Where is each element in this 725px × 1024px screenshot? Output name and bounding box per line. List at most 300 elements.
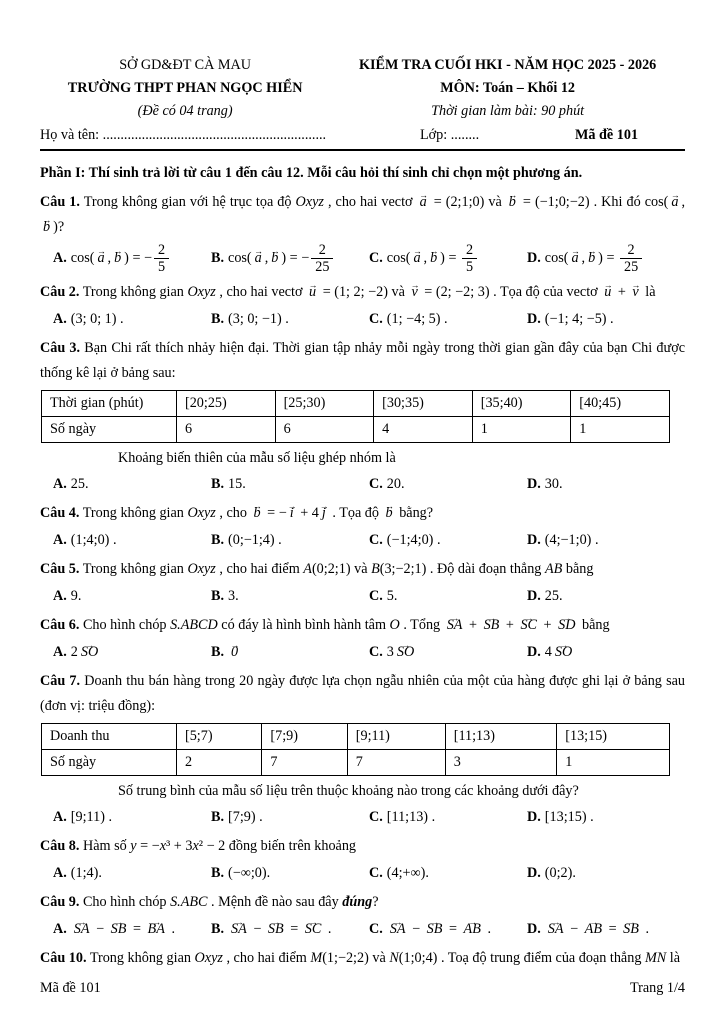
options-row [40, 307, 685, 332]
text-segment: 25. [70, 475, 89, 492]
italic-segment: M [310, 949, 323, 966]
options-row [40, 861, 685, 886]
text-segment: , cho hai vectơ [323, 194, 417, 210]
table-cell: 6 [275, 416, 374, 442]
question-stem [40, 946, 685, 971]
text-segment: 30. [544, 475, 563, 492]
text-segment: Cho hình chóp [82, 893, 171, 910]
text-segment: Cho hình chóp [82, 616, 171, 633]
text-segment: Hàm số [82, 837, 131, 854]
options-row [40, 640, 685, 665]
option [369, 805, 527, 830]
option-label: C. [369, 475, 383, 492]
options-row [40, 242, 685, 276]
option-label: D. [527, 250, 541, 267]
text-segment: ) = [440, 250, 460, 267]
option-label: D. [527, 864, 541, 881]
options-row [40, 805, 685, 830]
text-segment: Bạn Chi rất thích nhảy hiện đại. Thời gian tập nhảy mỗi ngày trong thời gian gần đây của bạn Chi được thống kê lại ở bảng sau: [40, 339, 685, 381]
text-segment: = − [136, 837, 160, 854]
vector-segment: SC → [519, 613, 538, 638]
option [53, 242, 211, 276]
option [369, 307, 527, 332]
question [40, 669, 685, 830]
text-segment: (−1;4;0) . [386, 531, 441, 548]
text-segment: . [641, 920, 649, 937]
question-number: Câu 10. [40, 949, 87, 966]
table-cell: 1 [571, 416, 670, 442]
vector-segment: a → [412, 246, 421, 271]
option [527, 242, 685, 276]
option [211, 640, 369, 665]
student-info-row [40, 124, 685, 146]
option-label: B. [211, 864, 225, 881]
text-segment: 15. [228, 475, 246, 492]
fraction [462, 242, 477, 276]
option [211, 242, 369, 276]
question [40, 336, 685, 497]
table-cell: Thời gian (phút) [42, 390, 177, 416]
text-segment: (1;4;0) . [70, 531, 117, 548]
text-segment: (3; 0; 1) . [70, 310, 124, 327]
option [369, 528, 527, 553]
bold-italic-segment: đúng [342, 893, 373, 910]
option-label: C. [369, 864, 383, 881]
text-segment: 20. [386, 475, 405, 492]
question [40, 613, 685, 665]
text-segment: (3;−2;1) . Độ dài đoạn thẳng [379, 560, 545, 577]
italic-segment: N [389, 949, 399, 966]
part1-heading: Phần I: Thí sinh trả lời từ câu 1 đến câu 12. Mỗi câu hỏi thí sinh chỉ chọn một phương án. [40, 165, 583, 181]
stats-table [41, 723, 670, 776]
option [527, 640, 685, 665]
options-row [40, 584, 685, 609]
table-cell: [20;25) [176, 390, 275, 416]
question-stem [40, 190, 685, 240]
text-segment: (1;4). [70, 864, 102, 881]
option-label: C. [369, 250, 383, 267]
vector-segment: SO → [80, 640, 99, 665]
option-label: A. [53, 587, 67, 604]
text-segment: (−1; 4; −5) . [544, 310, 614, 327]
student-name-field: Họ và tên: ............................................................... [40, 127, 327, 143]
school-name: TRƯỜNG THPT PHAN NGỌC HIỂN [67, 80, 303, 96]
option [53, 640, 211, 665]
text-segment: (1;−2;2) và [322, 949, 390, 966]
pages-note: (Đề có 04 trang) [137, 103, 233, 119]
header-left-block [40, 54, 330, 123]
text-segment: bằng [562, 560, 594, 577]
option-label: B. [211, 250, 225, 267]
text-segment: . Mệnh đề nào sau đây [207, 893, 343, 910]
vector-segment: SB → [483, 613, 501, 638]
header-divider [40, 149, 685, 151]
options-row [40, 917, 685, 942]
text-segment: bằng [578, 616, 610, 633]
subject-line: MÔN: Toán – Khối 12 [440, 80, 576, 96]
text-segment: (1; −4; 5) . [386, 310, 448, 327]
text-segment: [7;9) . [228, 808, 263, 825]
option [53, 528, 211, 553]
option [527, 472, 685, 497]
option-label: B. [211, 531, 225, 548]
vector-segment: b → [429, 246, 438, 271]
exam-header [40, 54, 685, 123]
option [211, 861, 369, 886]
vector-segment: v → [410, 280, 418, 305]
option [53, 805, 211, 830]
fraction [620, 242, 642, 276]
option-label: A. [53, 643, 67, 660]
question [40, 890, 685, 942]
option [527, 917, 685, 942]
footer-page-number: Trang 1/4 [629, 980, 685, 996]
table-cell: [7;9) [262, 723, 347, 749]
table-cell: 1 [557, 749, 670, 775]
question-stem [40, 834, 685, 859]
vector-segment: SO → [396, 640, 415, 665]
option [53, 472, 211, 497]
text-segment: (0;2;1) và [311, 560, 372, 577]
question-stem [40, 890, 685, 915]
option [527, 307, 685, 332]
vector-segment: b → [113, 246, 122, 271]
frac-numerator: 2 [318, 242, 326, 258]
text-segment: , cho hai điểm [215, 560, 304, 577]
questions-container [40, 190, 685, 971]
vector-segment: SA → [73, 917, 91, 942]
text-segment: = (2; −2; 3) . Tọa độ của vectơ [420, 283, 602, 300]
text-segment: Trong không gian với hệ trục tọa độ [83, 194, 296, 210]
option-label: A. [53, 864, 67, 881]
option [211, 917, 369, 942]
question-number: Câu 1. [40, 194, 80, 210]
vector-segment: a → [670, 190, 679, 215]
text-segment: có đáy là hình bình hành tâm [217, 616, 390, 633]
text-segment: , [264, 250, 269, 267]
fraction [311, 242, 333, 276]
text-segment: cos( [70, 250, 95, 267]
option-label: D. [527, 310, 541, 327]
frac-denominator: 5 [154, 258, 169, 275]
footer-exam-code: Mã đề 101 [40, 980, 101, 996]
option [369, 242, 527, 276]
text-segment: . [324, 920, 332, 937]
italic-segment: x [159, 837, 166, 854]
vector-segment: i → [289, 501, 295, 526]
option-label: C. [369, 808, 383, 825]
option [527, 805, 685, 830]
table-cell: [11;13) [445, 723, 557, 749]
text-segment: (4;+∞). [386, 864, 429, 881]
text-segment: Doanh thu bán hàng trong 20 ngày được lựa chọn ngẫu nhiên của một của hàng được ghi lại ở bảng sau (đơn vị: triệu đồng): [40, 672, 685, 714]
table-cell: 3 [445, 749, 557, 775]
text-segment: , [423, 250, 428, 267]
option-label: D. [527, 808, 541, 825]
text-segment: Trong không gian [82, 560, 188, 577]
question [40, 190, 685, 276]
text-segment: là [666, 949, 681, 966]
vector-segment: SC → [304, 917, 323, 942]
text-segment: − [249, 920, 265, 937]
vector-segment: a → [570, 246, 579, 271]
table-cell: [25;30) [275, 390, 374, 416]
text-segment: , cho [215, 504, 251, 521]
italic-segment: Oxyz [194, 949, 223, 966]
text-segment: ? [372, 893, 379, 910]
italic-segment: x [192, 837, 199, 854]
option [369, 640, 527, 665]
vector-segment: u → [603, 280, 612, 305]
table-row [42, 416, 670, 442]
text-segment: [9;11) . [70, 808, 113, 825]
option-label: A. [53, 808, 67, 825]
option-label: C. [369, 920, 383, 937]
table-cell: Số ngày [42, 749, 177, 775]
text-segment: (3; 0; −1) . [228, 310, 289, 327]
question-number: Câu 3. [40, 339, 81, 356]
option-label: A. [53, 920, 67, 937]
question-number: Câu 4. [40, 504, 80, 521]
text-segment: = [129, 920, 145, 937]
option-label: B. [211, 643, 225, 660]
vector-segment: a → [419, 190, 428, 215]
option [53, 861, 211, 886]
table-cell: Doanh thu [42, 723, 177, 749]
option [527, 861, 685, 886]
option [369, 861, 527, 886]
frac-denominator: 25 [311, 258, 333, 275]
vector-segment: SA → [389, 917, 407, 942]
text-segment: (0;−1;4) . [228, 531, 282, 548]
text-segment: . [167, 920, 175, 937]
question [40, 834, 685, 886]
text-segment: )? [53, 219, 65, 235]
table-cell: [9;11) [347, 723, 445, 749]
text-segment: + [614, 283, 630, 300]
text-segment: bằng? [395, 504, 434, 521]
table-cell: [40;45) [571, 390, 670, 416]
text-segment: = (2;1;0) và [429, 194, 506, 210]
italic-segment: Oxyz [187, 504, 216, 521]
text-segment: 4 [544, 643, 552, 660]
option-label: B. [211, 920, 225, 937]
text-segment: = − [263, 504, 287, 521]
frac-numerator: 2 [627, 242, 635, 258]
text-segment: 3. [228, 587, 239, 604]
option-label: A. [53, 475, 67, 492]
vector-segment: SD → [557, 613, 576, 638]
option [53, 584, 211, 609]
text-segment: (0;2). [544, 864, 576, 881]
vector-segment: SO → [554, 640, 573, 665]
option-label: D. [527, 920, 541, 937]
table-cell: 2 [176, 749, 261, 775]
italic-segment: A [303, 560, 312, 577]
text-segment: = [445, 920, 461, 937]
option [211, 584, 369, 609]
text-segment: cos( [544, 250, 569, 267]
question [40, 501, 685, 553]
table-row [42, 390, 670, 416]
table-cell: 1 [472, 416, 571, 442]
text-segment: 2 [70, 643, 78, 660]
option [369, 917, 527, 942]
text-segment: , cho hai vectơ [215, 283, 307, 300]
table-cell: [30;35) [374, 390, 473, 416]
table-cell: [5;7) [176, 723, 261, 749]
frac-denominator: 5 [462, 258, 477, 275]
vector-segment: SB → [426, 917, 444, 942]
option-label: B. [211, 475, 225, 492]
text-segment: [11;13) . [386, 808, 436, 825]
option-label: C. [369, 643, 383, 660]
text-segment: , [107, 250, 112, 267]
text-segment: + [502, 616, 518, 633]
italic-segment: Oxyz [187, 283, 216, 300]
question-number: Câu 6. [40, 616, 80, 633]
question-stem [40, 613, 685, 638]
text-segment: 5. [386, 587, 398, 604]
vector-segment: b → [587, 246, 596, 271]
table-cell: 4 [374, 416, 473, 442]
option-label: B. [211, 808, 225, 825]
option-label: A. [53, 531, 67, 548]
option-label: B. [211, 587, 225, 604]
question [40, 557, 685, 609]
table-cell: Số ngày [42, 416, 177, 442]
text-segment: (4;−1;0) . [544, 531, 599, 548]
question-number: Câu 5. [40, 560, 80, 577]
table-cell: 6 [176, 416, 275, 442]
vector-segment: a → [254, 246, 263, 271]
question-number: Câu 9. [40, 893, 80, 910]
italic-segment: Oxyz [187, 560, 216, 577]
question [40, 946, 685, 971]
option [211, 805, 369, 830]
text-segment: , [681, 194, 685, 210]
question-stem [40, 557, 685, 582]
text-segment: . [483, 920, 491, 937]
vector-segment: b → [385, 501, 394, 526]
text-segment: − [566, 920, 582, 937]
table-cell: [13;15) [557, 723, 670, 749]
question-stem [40, 336, 685, 386]
option [211, 528, 369, 553]
vector-segment: AB → [584, 917, 603, 942]
italic-segment: y [130, 837, 137, 854]
table-row [42, 723, 670, 749]
text-segment: − [92, 920, 108, 937]
option [527, 584, 685, 609]
options-row [40, 528, 685, 553]
question-number: Câu 2. [40, 283, 80, 300]
question-note: Số trung bình của mẫu số liệu trên thuộc khoảng nào trong các khoảng dưới đây? [118, 782, 579, 799]
table-cell: 7 [262, 749, 347, 775]
page-footer [40, 978, 685, 998]
text-segment: ) = − [124, 250, 152, 267]
vector-segment: b → [253, 501, 262, 526]
vector-segment: a → [96, 246, 105, 271]
text-segment: + [465, 616, 481, 633]
text-segment: + [540, 616, 556, 633]
option [53, 307, 211, 332]
text-segment: là [641, 283, 656, 300]
vector-segment: b → [508, 190, 517, 215]
text-segment: . Tổng [399, 616, 444, 633]
vector-segment: SB → [110, 917, 128, 942]
italic-segment: O [389, 616, 400, 633]
class-field: Lớp: ........ [420, 127, 480, 143]
stats-table [41, 390, 670, 443]
table-row [42, 749, 670, 775]
italic-segment: MN [644, 949, 667, 966]
text-segment: + 4 [296, 504, 319, 521]
option [369, 584, 527, 609]
italic-segment: Oxyz [295, 194, 324, 210]
question-number: Câu 8. [40, 837, 80, 854]
option-label: B. [211, 310, 225, 327]
text-segment: ) = − [281, 250, 310, 267]
italic-segment: AB [544, 560, 563, 577]
option-label: C. [369, 531, 383, 548]
text-segment: 25. [544, 587, 563, 604]
exam-code-badge: Mã đề 101 [575, 127, 639, 143]
vector-segment: SA → [230, 917, 248, 942]
text-segment: Trong không gian [82, 283, 188, 300]
frac-numerator: 2 [466, 242, 474, 258]
duration-line: Thời gian làm bài: 90 phút [431, 103, 585, 119]
frac-numerator: 2 [158, 242, 166, 258]
italic-segment: S.ABC [170, 893, 208, 910]
vector-segment: SB → [622, 917, 640, 942]
frac-denominator: 25 [620, 258, 642, 275]
department-name: SỞ GD&ĐT CÀ MAU [119, 57, 252, 73]
option-label: D. [527, 531, 541, 548]
text-segment: (1;0;4) . Toạ độ trung điểm của đoạn thẳng [398, 949, 645, 966]
text-segment: Trong không gian [82, 504, 188, 521]
vector-segment: SB → [267, 917, 285, 942]
options-row [40, 472, 685, 497]
exam-title: KIỂM TRA CUỐI HKI - NĂM HỌC 2025 - 2026 [358, 57, 657, 73]
text-segment: = (−1;0;−2) . Khi đó cos( [518, 194, 669, 210]
fraction [154, 242, 169, 276]
question-number: Câu 7. [40, 672, 81, 689]
vector-segment: SA → [547, 917, 565, 942]
italic-segment: S.ABCD [170, 616, 218, 633]
table-cell: 7 [347, 749, 445, 775]
question-note: Khoảng biến thiên của mẫu số liệu ghép nhóm là [118, 449, 396, 466]
text-segment: 3 [386, 643, 394, 660]
option [527, 528, 685, 553]
text-segment: = [286, 920, 302, 937]
question-stem [40, 669, 685, 719]
text-segment: 9. [70, 587, 82, 604]
vector-segment: AB → [463, 917, 482, 942]
text-segment: cos( [228, 250, 252, 267]
italic-segment: B [371, 560, 380, 577]
text-segment: . Tọa độ [328, 504, 383, 521]
option [211, 307, 369, 332]
option-label: A. [53, 310, 67, 327]
option-label: A. [53, 250, 67, 267]
option-label: C. [369, 310, 383, 327]
option-label: D. [527, 475, 541, 492]
question [40, 280, 685, 332]
question-stem [40, 501, 685, 526]
text-segment: (−∞;0). [228, 864, 271, 881]
text-segment: = (1; 2; −2) và [319, 283, 409, 300]
